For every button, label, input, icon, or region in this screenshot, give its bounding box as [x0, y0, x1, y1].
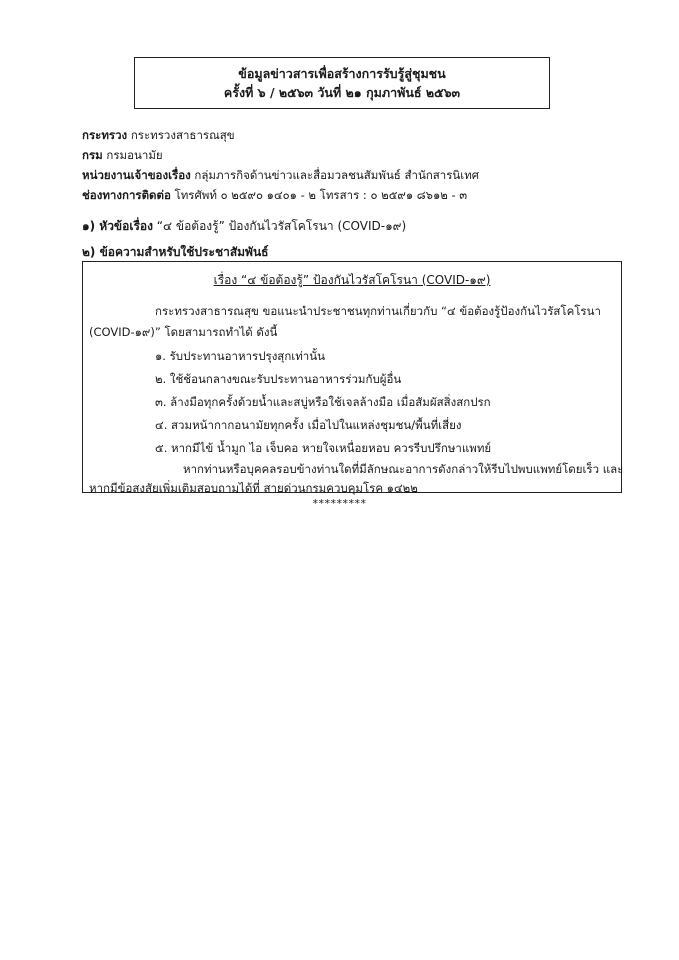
- section-pr-message: [82, 243, 269, 262]
- section-topic: [82, 217, 406, 236]
- contact-value: โทรศัพท์ ๐ ๒๕๙๐ ๑๔๐๑ - ๒ โทรสาร : ๐ ๒๕๙๑ ๘๖๑๒ - ๓: [174, 188, 468, 202]
- message-closing-line-1: หากท่านหรือบุคคลรอบข้างท่านใดที่มีลักษณะอาการดังกล่าวให้รีบไปพบแพทย์โดยเร็ว และ: [183, 462, 624, 476]
- end-of-document-mark: *********: [312, 497, 367, 510]
- document-meta: [82, 125, 479, 205]
- meta-ministry: [82, 125, 479, 145]
- section-topic-label: ๑) หัวข้อเรื่อง: [82, 219, 153, 233]
- list-item: ๔. สวมหน้ากากอนามัยทุกครั้ง เมื่อไปในแหล่งชุมชน/พื้นที่เสี่ยง: [155, 418, 462, 432]
- unit-label: หน่วยงานเจ้าของเรื่อง: [82, 168, 191, 182]
- ministry-label: กระทรวง: [82, 128, 128, 142]
- document-header-box: [134, 57, 550, 109]
- section-pr-message-label: ๒) ข้อความสำหรับใช้ประชาสัมพันธ์: [82, 245, 269, 259]
- contact-label: ช่องทางการติดต่อ: [82, 188, 171, 202]
- list-item: ๒. ใช้ช้อนกลางขณะรับประทานอาหารร่วมกับผู้อื่น: [155, 372, 402, 386]
- list-item: ๕. หากมีไข้ น้ำมูก ไอ เจ็บคอ หายใจเหนื่อยหอบ ควรรีบปรึกษาแพทย์: [155, 441, 492, 455]
- message-intro-line-1: กระทรวงสาธารณสุข ขอแนะนำประชาชนทุกท่านเกี่ยวกับ “๔ ข้อต้องรู้ป้องกันไวรัสโคโรนา: [155, 304, 601, 318]
- message-intro-line-2: (COVID-๑๙)” โดยสามารถทำได้ ดังนี้: [89, 325, 278, 339]
- meta-department: [82, 145, 479, 165]
- list-item: ๓. ล้างมือทุกครั้งด้วยน้ำและสบู่หรือใช้เจลล้างมือ เมื่อสัมผัสสิ่งสกปรก: [155, 395, 491, 409]
- meta-contact: [82, 185, 479, 205]
- pr-message-box: [82, 261, 622, 493]
- list-item: ๑. รับประทานอาหารปรุงสุกเท่านั้น: [155, 349, 325, 363]
- department-label: กรม: [82, 148, 103, 162]
- header-title: ข้อมูลข่าวสารเพื่อสร้างการรับรู้สู่ชุมชน: [238, 66, 446, 81]
- header-issue-date: ครั้งที่ ๖ / ๒๕๖๓ วันที่ ๒๑ กุมภาพันธ์ ๒๕๖๓: [223, 85, 461, 100]
- department-value: กรมอนามัย: [106, 148, 163, 162]
- message-closing-line-2: หากมีข้อสงสัยเพิ่มเติมสอบถามได้ที่ สายด่วนกรมควบคุมโรค ๑๔๒๒: [89, 481, 418, 495]
- ministry-value: กระทรวงสาธารณสุข: [130, 128, 235, 142]
- section-topic-value: “๔ ข้อต้องรู้” ป้องกันไวรัสโคโรนา (COVID-๑๙): [156, 219, 407, 233]
- meta-unit: [82, 165, 479, 185]
- unit-value: กลุ่มภารกิจด้านข่าวและสื่อมวลชนสัมพันธ์ สำนักสารนิเทศ: [194, 168, 480, 182]
- message-title: เรื่อง “๔ ข้อต้องรู้” ป้องกันไวรัสโคโรนา (COVID-๑๙): [213, 273, 491, 287]
